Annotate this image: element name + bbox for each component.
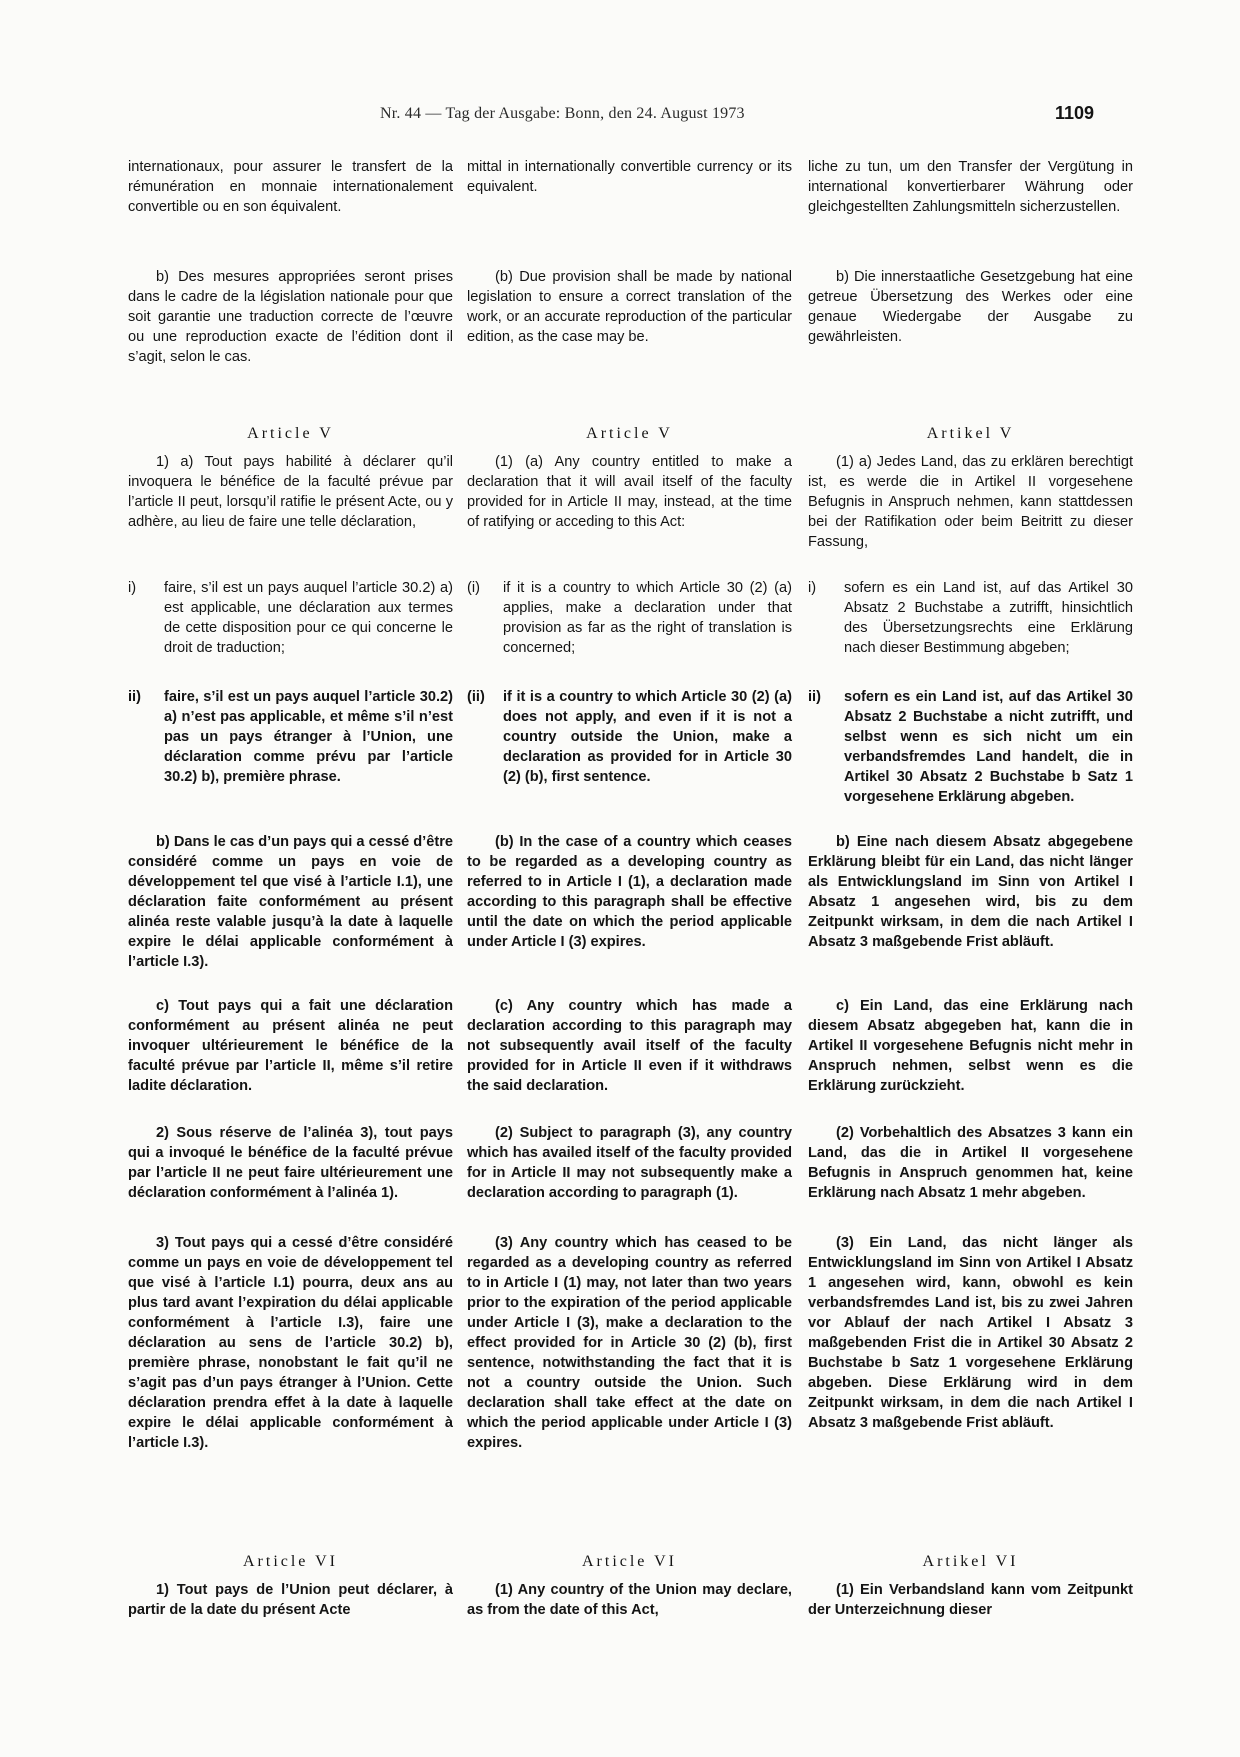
fr-art5-para-2: 2) Sous réserve de l’alinéa 3), tout pays qui a invoqué le bénéfice de la faculté prévue par l’article II ne peut faire ultérieurement une déclaration conformément à l’alinéa 1). <box>128 1125 453 1201</box>
en-art5-item-i: (i) if it is a country to which Article 30 (2) (a) applies, make a declaration under that provision as far as the right of translation is concerned; <box>467 580 792 656</box>
de-paragraph-b: b) Die innerstaatliche Gesetzgebung hat eine getreue Übersetzung des Werkes oder eine genaue Wiedergabe der Ausgabe zu gewährleisten. <box>808 269 1133 345</box>
de-art5-para-1c: c) Ein Land, das eine Erklärung nach diesem Absatz abgegeben hat, kann die in Artikel II vorgesehene Befugnis nicht mehr in Anspruch nehmen, selbst wenn es die Erklärung zurückzieht. <box>808 998 1133 1094</box>
fr-art6-para-1: 1) Tout pays de l’Union peut déclarer, à partir de la date du présent Acte <box>128 1582 453 1618</box>
de-art6-para-1: (1) Ein Verbandsland kann vom Zeitpunkt der Unterzeichnung dieser <box>808 1582 1133 1618</box>
de-art5-para-2: (2) Vorbehaltlich des Absatzes 3 kann ein Land, das die in Artikel II vorgesehene Befugnis in Anspruch genommen hat, keine Erklärung nach Absatz 1 mehr abgeben. <box>808 1125 1133 1201</box>
fr-paragraph-b: b) Des mesures appropriées seront prises dans le cadre de la législation nationale pour que soit garantie une traduction correcte de l’œuvre ou une reproduction exacte de l’édition dont il s’agit, selon le cas. <box>128 269 453 365</box>
en-article-v-heading: Article V <box>586 425 673 442</box>
en-art5-para-3: (3) Any country which has ceased to be regarded as a developing country as referred to in Article I (1) may, not later than two years prior to the expiration of the period applicable under Article I (3), make a declaration to the effect provided for in Article 30 (2) (b), first sentence, notwithstanding the fact that it is not a country outside the Union. Such declaration shall take effect at the date on which the period applicable under Article I (3) expires. <box>467 1235 792 1451</box>
de-art5-para-3: (3) Ein Land, das nicht länger als Entwicklungsland im Sinn von Artikel I Absatz 1 angesehen wird, kann, obwohl es kein verbandsfremdes Land ist, bis zu zwei Jahren vor Ablauf der nach Artikel I Absatz 3 maßgebenden Frist die in Artikel 30 Absatz 2 Buchstabe b Satz 1 vorgesehene Erklärung abgeben. Diese Erklärung wird in dem Zeitpunkt wirksam, in dem die nach Artikel I Absatz 3 maßgebende Frist abläuft. <box>808 1235 1133 1431</box>
en-art6-para-1: (1) Any country of the Union may declare, as from the date of this Act, <box>467 1582 792 1618</box>
fr-art5-item-i: i) faire, s’il est un pays auquel l’article 30.2) a) est applicable, une déclaration aux termes de cette disposition pour ce qui concerne le droit de traduction; <box>128 580 453 656</box>
en-art5-para-1c: (c) Any country which has made a declaration according to this paragraph may not subsequently avail itself of the faculty provided for in Article II even if it withdraws the said declaration. <box>467 998 792 1094</box>
de-art5-para-1b: b) Eine nach diesem Absatz abgegebene Erklärung bleibt für ein Land, das nicht länger als Entwicklungsland im Sinn von Artikel I Absatz 1 angesehen wird, bis zu dem Zeitpunkt wirksam, in dem die nach Artikel I Absatz 3 maßgebende Frist abläuft. <box>808 834 1133 950</box>
de-article-v-heading: Artikel V <box>926 425 1015 442</box>
fr-art5-para-3: 3) Tout pays qui a cessé d’être considéré comme un pays en voie de développement tel que visé à l’article I.1) pourra, deux ans au plus tard avant l’expiration du délai applicable conformément à l’article I.3), faire une déclaration au sens de l’article 30.2) b), première phrase, nonobstant le fait qu’il ne s’agit pas d’un pays étranger à l’Union. Cette déclaration prendra effet à la date à laquelle expire le délai applicable conformément à l’article I.3). <box>128 1235 453 1451</box>
running-head: Nr. 44 — Tag der Ausgabe: Bonn, den 24. August 1973 <box>380 105 745 122</box>
de-article-vi-heading: Artikel VI <box>922 1553 1019 1570</box>
en-article-vi-heading: Article VI <box>581 1553 677 1570</box>
de-art5-item-ii: ii) sofern es ein Land ist, auf das Artikel 30 Absatz 2 Buchstabe a nicht zutrifft, und selbst wenn es sich nicht um ein verbandsfremdes Land handelt, die in Artikel 30 Absatz 2 Buchstabe b Satz 1 vorgesehene Erklärung abgeben. <box>808 689 1133 805</box>
de-art5-para-1a: (1) a) Jedes Land, das zu erklären berechtigt ist, es werde die in Artikel II vorgesehene Befugnis in Anspruch nehmen, kann stattdessen bei der Ratifikation oder beim Beitritt zu dieser Fassung, <box>808 454 1133 550</box>
fr-art5-para-1b: b) Dans le cas d’un pays qui a cessé d’être considéré comme un pays en voie de développement tel que visé à l’article I.1), une déclaration faite conformément au présent alinéa reste valable jusqu’à la date à laquelle expire le délai applicable conformément à l’article I.3). <box>128 834 453 970</box>
fr-continuation-paragraph: internationaux, pour assurer le transfert de la rémunération en monnaie internationalement convertible ou en son équivalent. <box>128 159 453 215</box>
en-art5-para-1a: (1) (a) Any country entitled to make a declaration that it will avail itself of the faculty provided for in Article II may, instead, at the time of ratifying or acceding to this Act: <box>467 454 792 530</box>
en-art5-para-1b: (b) In the case of a country which ceases to be regarded as a developing country as referred to in Article I (1), a declaration made according to this paragraph shall be effective until the date on which the period applicable under Article I (3) expires. <box>467 834 792 950</box>
en-art5-para-2: (2) Subject to paragraph (3), any country which has availed itself of the faculty provided for in Article II may not subsequently make a declaration according to paragraph (1). <box>467 1125 792 1201</box>
de-art5-item-i: i) sofern es ein Land ist, auf das Artikel 30 Absatz 2 Buchstabe a zutrifft, hinsichtlich des Übersetzungsrechts eine Erklärung nach dieser Bestimmung abgeben; <box>808 580 1133 656</box>
fr-art5-para-1a: 1) a) Tout pays habilité à déclarer qu’il invoquera le bénéfice de la faculté prévue par l’article II peut, lorsqu’il ratifie le présent Acte, ou y adhère, au lieu de faire une telle déclaration, <box>128 454 453 530</box>
fr-article-vi-heading: Article VI <box>242 1553 338 1570</box>
fr-art5-item-ii: ii) faire, s’il est un pays auquel l’article 30.2) a) n’est pas applicable, et même s’il n’est pas un pays étranger à l’Union, une déclaration comme prévu par l’article 30.2) b), première phrase. <box>128 689 453 785</box>
fr-art5-para-1c: c) Tout pays qui a fait une déclaration conformément au présent alinéa ne peut invoquer ultérieurement le bénéfice de la faculté prévue par l’article II, même s’il retire ladite déclaration. <box>128 998 453 1094</box>
en-continuation-paragraph: mittal in internationally convertible currency or its equivalent. <box>467 159 792 195</box>
fr-article-v-heading: Article V <box>247 425 334 442</box>
page-number: 1109 <box>1055 103 1095 123</box>
en-paragraph-b: (b) Due provision shall be made by national legislation to ensure a correct translation of the work, or an accurate reproduction of the particular edition, as the case may be. <box>467 269 792 345</box>
en-art5-item-ii: (ii) if it is a country to which Article 30 (2) (a) does not apply, and even if it is not a country outside the Union, make a declaration as provided for in Article 30 (2) (b), first sentence. <box>467 689 792 785</box>
de-continuation-paragraph: liche zu tun, um den Transfer der Vergütung in international konvertierbarer Währung oder gleichgestellten Zahlungsmitteln sicherzustellen. <box>808 159 1133 215</box>
